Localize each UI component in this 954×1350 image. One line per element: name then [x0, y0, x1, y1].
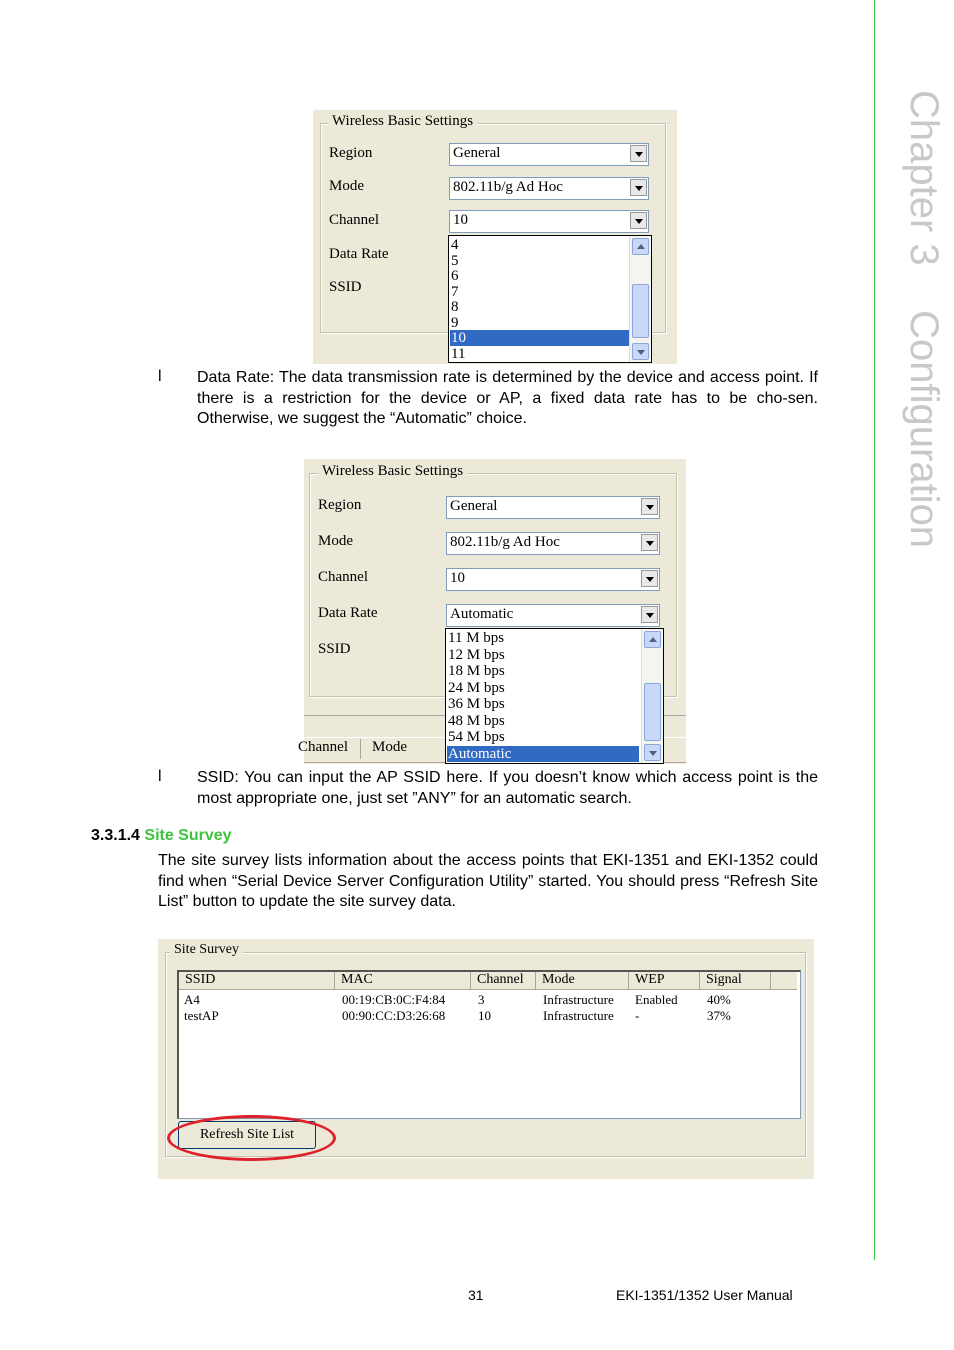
section-number: 3.3.1.4 [91, 827, 140, 844]
column-header-mode[interactable] [536, 972, 629, 989]
cell-channel: 10 [478, 1008, 491, 1023]
scroll-thumb[interactable] [644, 683, 661, 741]
channel-select[interactable] [446, 568, 660, 591]
scroll-up-icon[interactable] [644, 631, 661, 648]
chevron-down-icon[interactable] [641, 534, 658, 551]
region-select[interactable] [446, 496, 660, 519]
mode-select[interactable] [449, 177, 649, 200]
mode-label: Mode [329, 178, 364, 194]
column-header-channel[interactable] [471, 972, 536, 989]
list-item[interactable]: 7 [451, 283, 459, 300]
site-survey-table-header [179, 972, 797, 990]
channel-value: 10 [450, 570, 465, 586]
list-item-selected[interactable]: 10 [450, 330, 630, 346]
channel-value: 10 [453, 212, 468, 228]
cell-ssid: testAP [184, 1008, 219, 1023]
partial-channel-header [298, 739, 348, 756]
list-item-selected[interactable]: Automatic [447, 746, 639, 762]
cell-signal: 40% [707, 992, 731, 1007]
cell-wep: - [635, 1008, 640, 1023]
chevron-down-icon[interactable] [630, 212, 647, 229]
cell-ssid: A4 [184, 992, 200, 1007]
cell-signal: 37% [707, 1008, 731, 1023]
list-item[interactable]: 24 M bps [448, 679, 505, 696]
wireless-settings-data-rate-screenshot [298, 459, 686, 764]
cell-mode: Infrastructure [543, 1008, 614, 1023]
group-title: Wireless Basic Settings [328, 113, 477, 130]
list-item[interactable]: 6 [451, 268, 459, 284]
region-value: General [450, 498, 498, 514]
list-item[interactable]: 48 M bps [448, 712, 505, 729]
list-item[interactable]: 8 [451, 299, 459, 315]
list-item[interactable]: 9 [451, 314, 459, 331]
chevron-down-icon[interactable] [641, 498, 658, 515]
cell-mac: 00:90:CC:D3:26:68 [342, 1008, 446, 1023]
partial-mode-header: Mode [372, 739, 407, 755]
list-item[interactable]: 5 [451, 252, 459, 269]
cell-wep: Enabled [635, 992, 678, 1007]
wireless-settings-channel-screenshot [313, 110, 677, 364]
ssid-label: SSID [318, 641, 351, 657]
data-rate-dropdown-list[interactable] [445, 628, 664, 764]
refresh-site-list-button[interactable]: Refresh Site List [178, 1121, 316, 1149]
list-item[interactable]: 18 M bps [448, 663, 505, 679]
region-select[interactable] [449, 143, 649, 166]
data-rate-label: Data Rate [329, 246, 389, 262]
scroll-up-icon[interactable] [632, 238, 649, 255]
scroll-down-icon[interactable] [632, 343, 649, 360]
list-item[interactable]: 12 M bps [448, 646, 505, 663]
data-rate-value: Automatic [450, 606, 514, 622]
chapter-label: Chapter 3 [902, 90, 946, 266]
column-header-wep[interactable] [629, 972, 700, 989]
ssid-description: SSID: You can input the AP SSID here. If you doesn’t know which access point is the most appropriate one, just set ”ANY” for an automatic search. [197, 769, 818, 807]
column-header-text: Signal [706, 972, 742, 987]
list-scrollbar[interactable] [629, 236, 651, 362]
channel-dropdown-list[interactable] [448, 235, 652, 363]
chapter-tab [890, 90, 950, 610]
chevron-down-icon[interactable] [641, 570, 658, 587]
site-survey-screenshot [158, 939, 814, 1179]
group-title: Site Survey [170, 942, 243, 958]
bullet-marker: l [158, 368, 162, 385]
channel-select[interactable] [449, 210, 649, 233]
mode-value: 802.11b/g Ad Hoc [450, 534, 560, 550]
region-value: General [453, 145, 501, 161]
mode-select[interactable] [446, 532, 660, 555]
data-rate-select[interactable] [446, 604, 660, 627]
list-item[interactable]: 4 [451, 237, 459, 253]
data-rate-description: Data Rate: The data transmission rate is determined by the device and access point. If there is a restriction for the device or AP, a fixed data rate has to be cho-sen. Otherwise, we suggest the “Automatic” choice. [197, 369, 818, 427]
ssid-label: SSID [329, 279, 362, 295]
chapter-title: Configuration [902, 310, 946, 549]
column-header-text: SSID [185, 972, 216, 987]
highlight-circle [167, 1115, 336, 1161]
manual-title: EKI-1351/1352 User Manual [616, 1287, 793, 1303]
region-label: Region [318, 497, 362, 513]
channel-label: Channel [318, 569, 368, 585]
channel-label: Channel [329, 212, 379, 228]
cell-channel: 3 [478, 992, 485, 1007]
chevron-down-icon[interactable] [641, 606, 658, 623]
site-survey-paragraph: The site survey lists information about the access points that EKI-1351 and EKI-1352 could find when “Serial Device Server Configuration Utility” started. You should press “Refresh Site List” button to update the site survey data. [158, 852, 818, 910]
list-scrollbar[interactable] [641, 629, 663, 763]
column-header-signal[interactable] [700, 972, 771, 989]
cell-mac: 00:19:CB:0C:F4:84 [342, 992, 446, 1007]
data-rate-label: Data Rate [318, 605, 378, 621]
column-header-text: WEP [635, 972, 665, 987]
region-label: Region [329, 145, 373, 161]
scroll-thumb[interactable] [632, 284, 649, 338]
cell-mode: Infrastructure [543, 992, 614, 1007]
chevron-down-icon[interactable] [630, 145, 647, 162]
bullet-marker: l [158, 768, 162, 785]
column-header-ssid[interactable] [179, 972, 335, 989]
chevron-down-icon[interactable] [630, 179, 647, 196]
list-item[interactable]: 36 M bps [448, 696, 505, 712]
list-item[interactable]: 11 [451, 345, 466, 362]
page-number: 31 [468, 1287, 484, 1303]
column-header-mac[interactable] [335, 972, 471, 989]
list-item[interactable]: 54 M bps [448, 729, 505, 745]
partial-header-text: Channel [298, 739, 348, 755]
sidebar-divider [874, 0, 875, 1260]
column-header-text: Mode [542, 972, 575, 987]
mode-value: 802.11b/g Ad Hoc [453, 179, 563, 195]
column-header-text: Channel [477, 972, 524, 987]
header-divider [360, 739, 361, 759]
column-header-text: MAC [341, 972, 373, 987]
mode-label: Mode [318, 533, 353, 549]
list-item[interactable]: 11 M bps [448, 630, 505, 646]
section-title: Site Survey [144, 827, 232, 844]
scroll-down-icon[interactable] [644, 744, 661, 761]
group-title: Wireless Basic Settings [318, 463, 467, 480]
section-heading [91, 827, 232, 845]
